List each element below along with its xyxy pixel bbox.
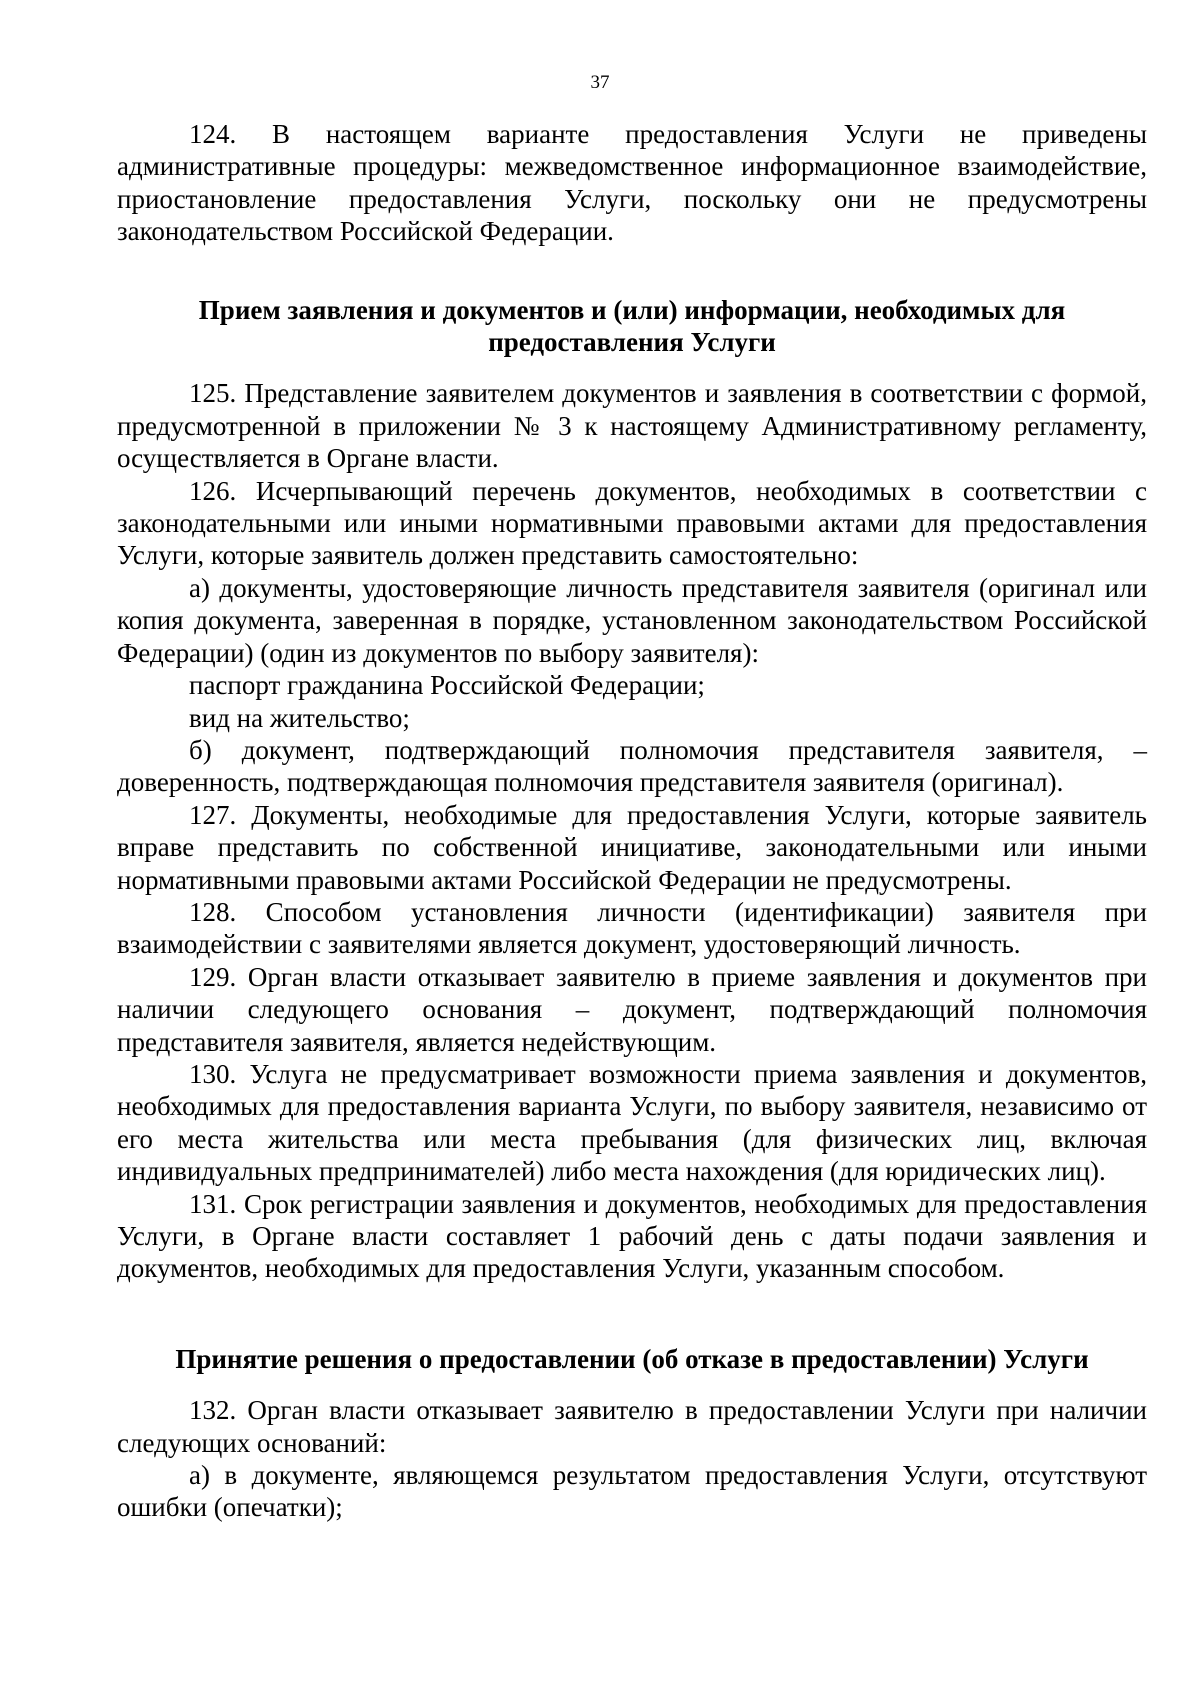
- page-number: 37: [590, 72, 610, 93]
- paragraph-132: 132. Орган власти отказывает заявителю в предоставлении Услуги при наличии следующих оснований:: [117, 1395, 1147, 1458]
- paragraph-130: 130. Услуга не предусматривает возможности приема заявления и документов, необходимых для предоставления варианта Услуги, по выбору заявителя, независимо от его места жительства или места пребывания (для физических лиц, включая индивидуальных предпринимателей) либо места нахождения (для юридических лиц).: [117, 1058, 1147, 1187]
- paragraph-132-a: а) в документе, являющемся результатом предоставления Услуги, отсутствуют ошибки (опечатки);: [117, 1460, 1147, 1523]
- paragraph-125: 125. Представление заявителем документов и заявления в соответствии с формой, предусмотренной в приложении № 3 к настоящему Административному регламенту, осуществляется в Органе власти.: [117, 378, 1147, 474]
- section-heading-reception: Прием заявления и документов и (или) информации, необходимых для предоставления Услуги: [198, 294, 1066, 358]
- paragraph-131: 131. Срок регистрации заявления и документов, необходимых для предоставления Услуги, в Органе власти составляет 1 рабочий день с даты подачи заявления и документов, необходимых для предоставления Услуги, указанным способом.: [117, 1188, 1147, 1284]
- document-body: [117, 118, 1147, 1524]
- paragraph-129: 129. Орган власти отказывает заявителю в приеме заявления и документов при наличии следующего основания – документ, подтверждающий полномочия представителя заявителя, является недействующим.: [117, 961, 1147, 1057]
- list-item-residence-permit: вид на жительство;: [189, 702, 410, 733]
- paragraph-124: 124. В настоящем варианте предоставления Услуги не приведены административные процедуры: межведомственное информационное взаимодействие, приостановление предоставления Услуги, поскольку они не предусмотрены законодательством Российской Федерации.: [117, 119, 1147, 247]
- paragraph-126-a: а) документы, удостоверяющие личность представителя заявителя (оригинал или копия документа, заверенная в порядке, установленном законодательством Российской Федерации) (один из документов по выбору заявителя):: [117, 572, 1147, 668]
- paragraph-127: 127. Документы, необходимые для предоставления Услуги, которые заявитель вправе представить по собственной инициативе, законодательными или иными нормативными правовыми актами Российской Федерации не предусмотрены.: [117, 799, 1147, 895]
- paragraph-126: 126. Исчерпывающий перечень документов, необходимых в соответствии с законодательными или иными нормативными правовыми актами для предоставления Услуги, которые заявитель должен представить самостоятельно:: [117, 475, 1147, 571]
- section-heading-decision: Принятие решения о предоставлении (об отказе в предоставлении) Услуги: [175, 1343, 1089, 1374]
- list-item-passport: паспорт гражданина Российской Федерации;: [189, 670, 705, 701]
- paragraph-126-b: б) документ, подтверждающий полномочия представителя заявителя, – доверенность, подтверждающая полномочия представителя заявителя (оригинал).: [117, 734, 1147, 798]
- paragraph-128: 128. Способом установления личности (идентификации) заявителя при взаимодействии с заявителями является документ, удостоверяющий личность.: [117, 896, 1147, 960]
